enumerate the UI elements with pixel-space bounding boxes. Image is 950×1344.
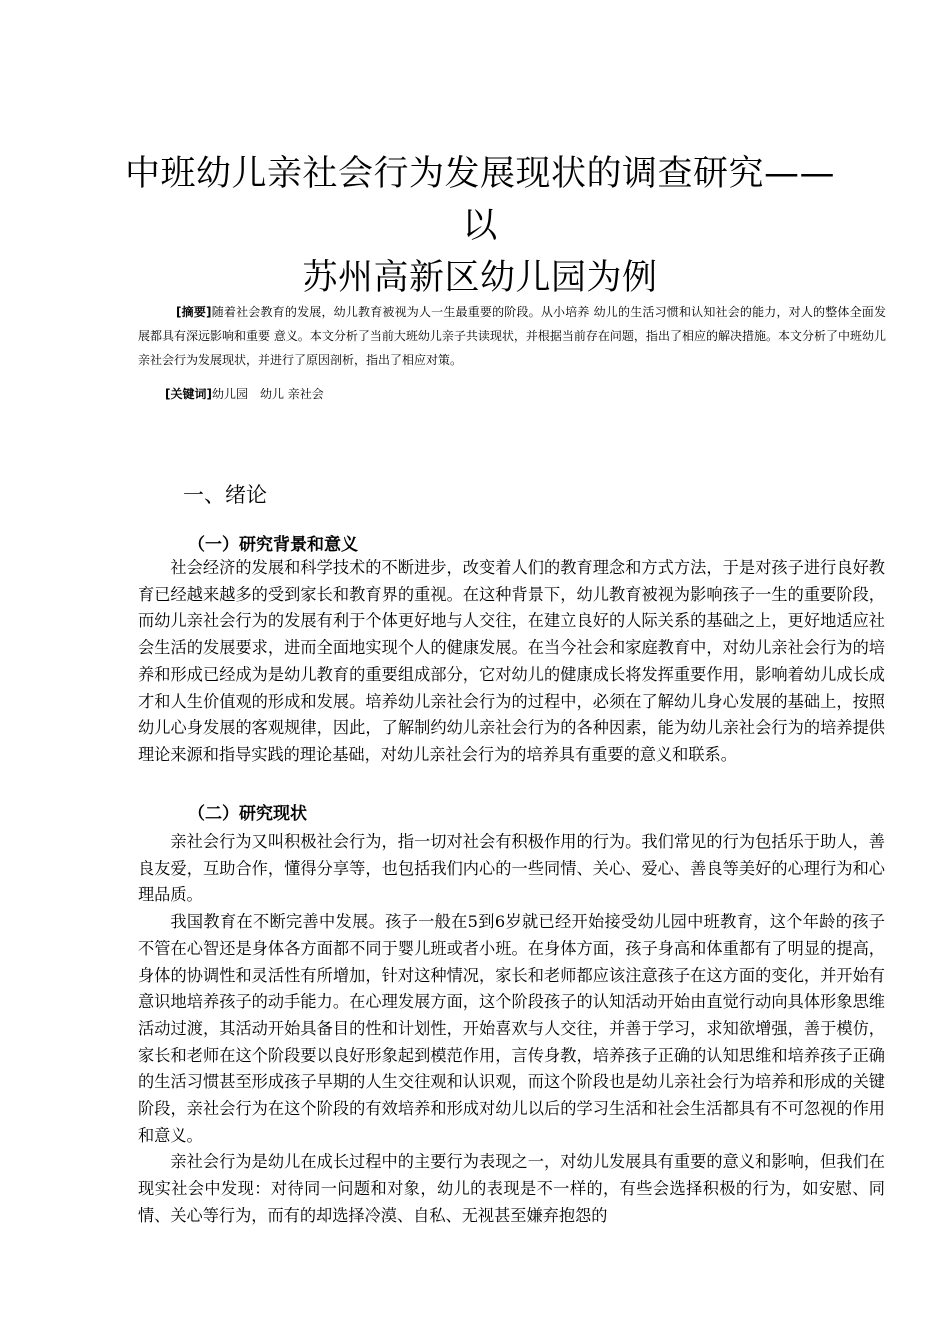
- paper-title-line-1: 中班幼儿亲社会行为发展现状的调查研究——以: [124, 154, 835, 246]
- keywords-label: [关键词]: [165, 387, 212, 401]
- paragraph: 社会经济的发展和科学技术的不断进步，改变着人们的教育理念和方式方法，于是对孩子进行良好教育已经越来越多的受到家长和教育界的重视。在这种背景下，幼儿教育被视为影响孩子一生的重要阶段，而幼儿亲社会行为的发展有利于个体更好地与人交往，在建立良好的人际关系的基础之上，更好地适应社会生活的发展要求，进而全面地实现个人的健康发展。在当今社会和家庭教育中，对幼儿亲社会行为的培养和形成已经成为是幼儿教育的重要组成部分，它对幼儿的健康成长将发挥重要作用，影响着幼儿成长成才和人生价值观的形成和发展。培养幼儿亲社会行为的过程中，必须在了解幼儿身心发展的基础上，按照幼儿心身发展的客观规律，因此，了解制约幼儿亲社会行为的各种因素，能为幼儿亲社会行为的培养提供理论来源和指导实践的理论基础，对幼儿亲社会行为的培养具有重要的意义和联系。: [138, 558, 885, 764]
- paragraph: 亲社会行为又叫积极社会行为，指一切对社会有积极作用的行为。我们常见的行为包括乐于助人，善良友爱，互助合作，懂得分享等，也包括我们内心的一些同情、关心、爱心、善良等美好的心理行为和心理品质。: [138, 832, 885, 905]
- paper-title-line-2: 苏州高新区幼儿园为例: [302, 258, 658, 298]
- abstract-label: [摘要]: [176, 305, 212, 319]
- background-body: [138, 555, 885, 769]
- subsection-heading-current-status: （二）研究现状: [188, 804, 307, 824]
- keywords-block: [165, 384, 324, 404]
- subsection-heading-background: （一）研究背景和意义: [188, 535, 358, 555]
- paragraph: 我国教育在不断完善中发展。孩子一般在5到6岁就已经开始接受幼儿园中班教育，这个年龄的孩子不管在心智还是身体各方面都不同于婴儿班或者小班。在身体方面，孩子身高和体重都有了明显的提高，身体的协调性和灵活性有所增加，针对这种情况，家长和老师都应该注意孩子在这方面的变化，并开始有意识地培养孩子的动手能力。在心理发展方面，这个阶段孩子的认知活动开始由直觉行动向具体形象思维活动过渡，其活动开始具备目的性和计划性，开始喜欢与人交往，并善于学习，求知欲增强，善于模仿，家长和老师在这个阶段要以良好形象起到模范作用，言传身教，培养孩子正确的认知思维和培养孩子正确的生活习惯甚至形成孩子早期的人生交往观和认识观，而这个阶段也是幼儿亲社会行为培养和形成的关键阶段，亲社会行为在这个阶段的有效培养和形成对幼儿以后的学习生活和社会生活都具有不可忽视的作用和意义。: [138, 912, 885, 1145]
- abstract-text: 随着社会教育的发展，幼儿教育被视为人一生最重要的阶段。从小培养 幼儿的生活习惯和认知社会的能力，对人的整体全面发展都具有深远影响和重要 意义。本文分析了当前大班幼儿亲子共读现状，并根据当前存在问题，指出了相应的解决措施。本文分析了中班幼儿亲社会行为发展现状，并进行了原因剖析，指出了相应对策。: [138, 305, 886, 367]
- paper-title: [110, 148, 850, 304]
- section-heading-introduction: 一、绪论: [183, 483, 267, 507]
- abstract-block: [138, 300, 886, 372]
- paragraph: 亲社会行为是幼儿在成长过程中的主要行为表现之一，对幼儿发展具有重要的意义和影响，但我们在现实社会中发现：对待同一问题和对象，幼儿的表现是不一样的，有些会选择积极的行为，如安慰、同情、关心等行为，而有的却选择冷漠、自私、无视甚至嫌弃抱怨的: [138, 1152, 885, 1225]
- keywords-text: 幼儿园 幼儿 亲社会: [211, 387, 324, 401]
- current-status-body: [138, 829, 885, 1230]
